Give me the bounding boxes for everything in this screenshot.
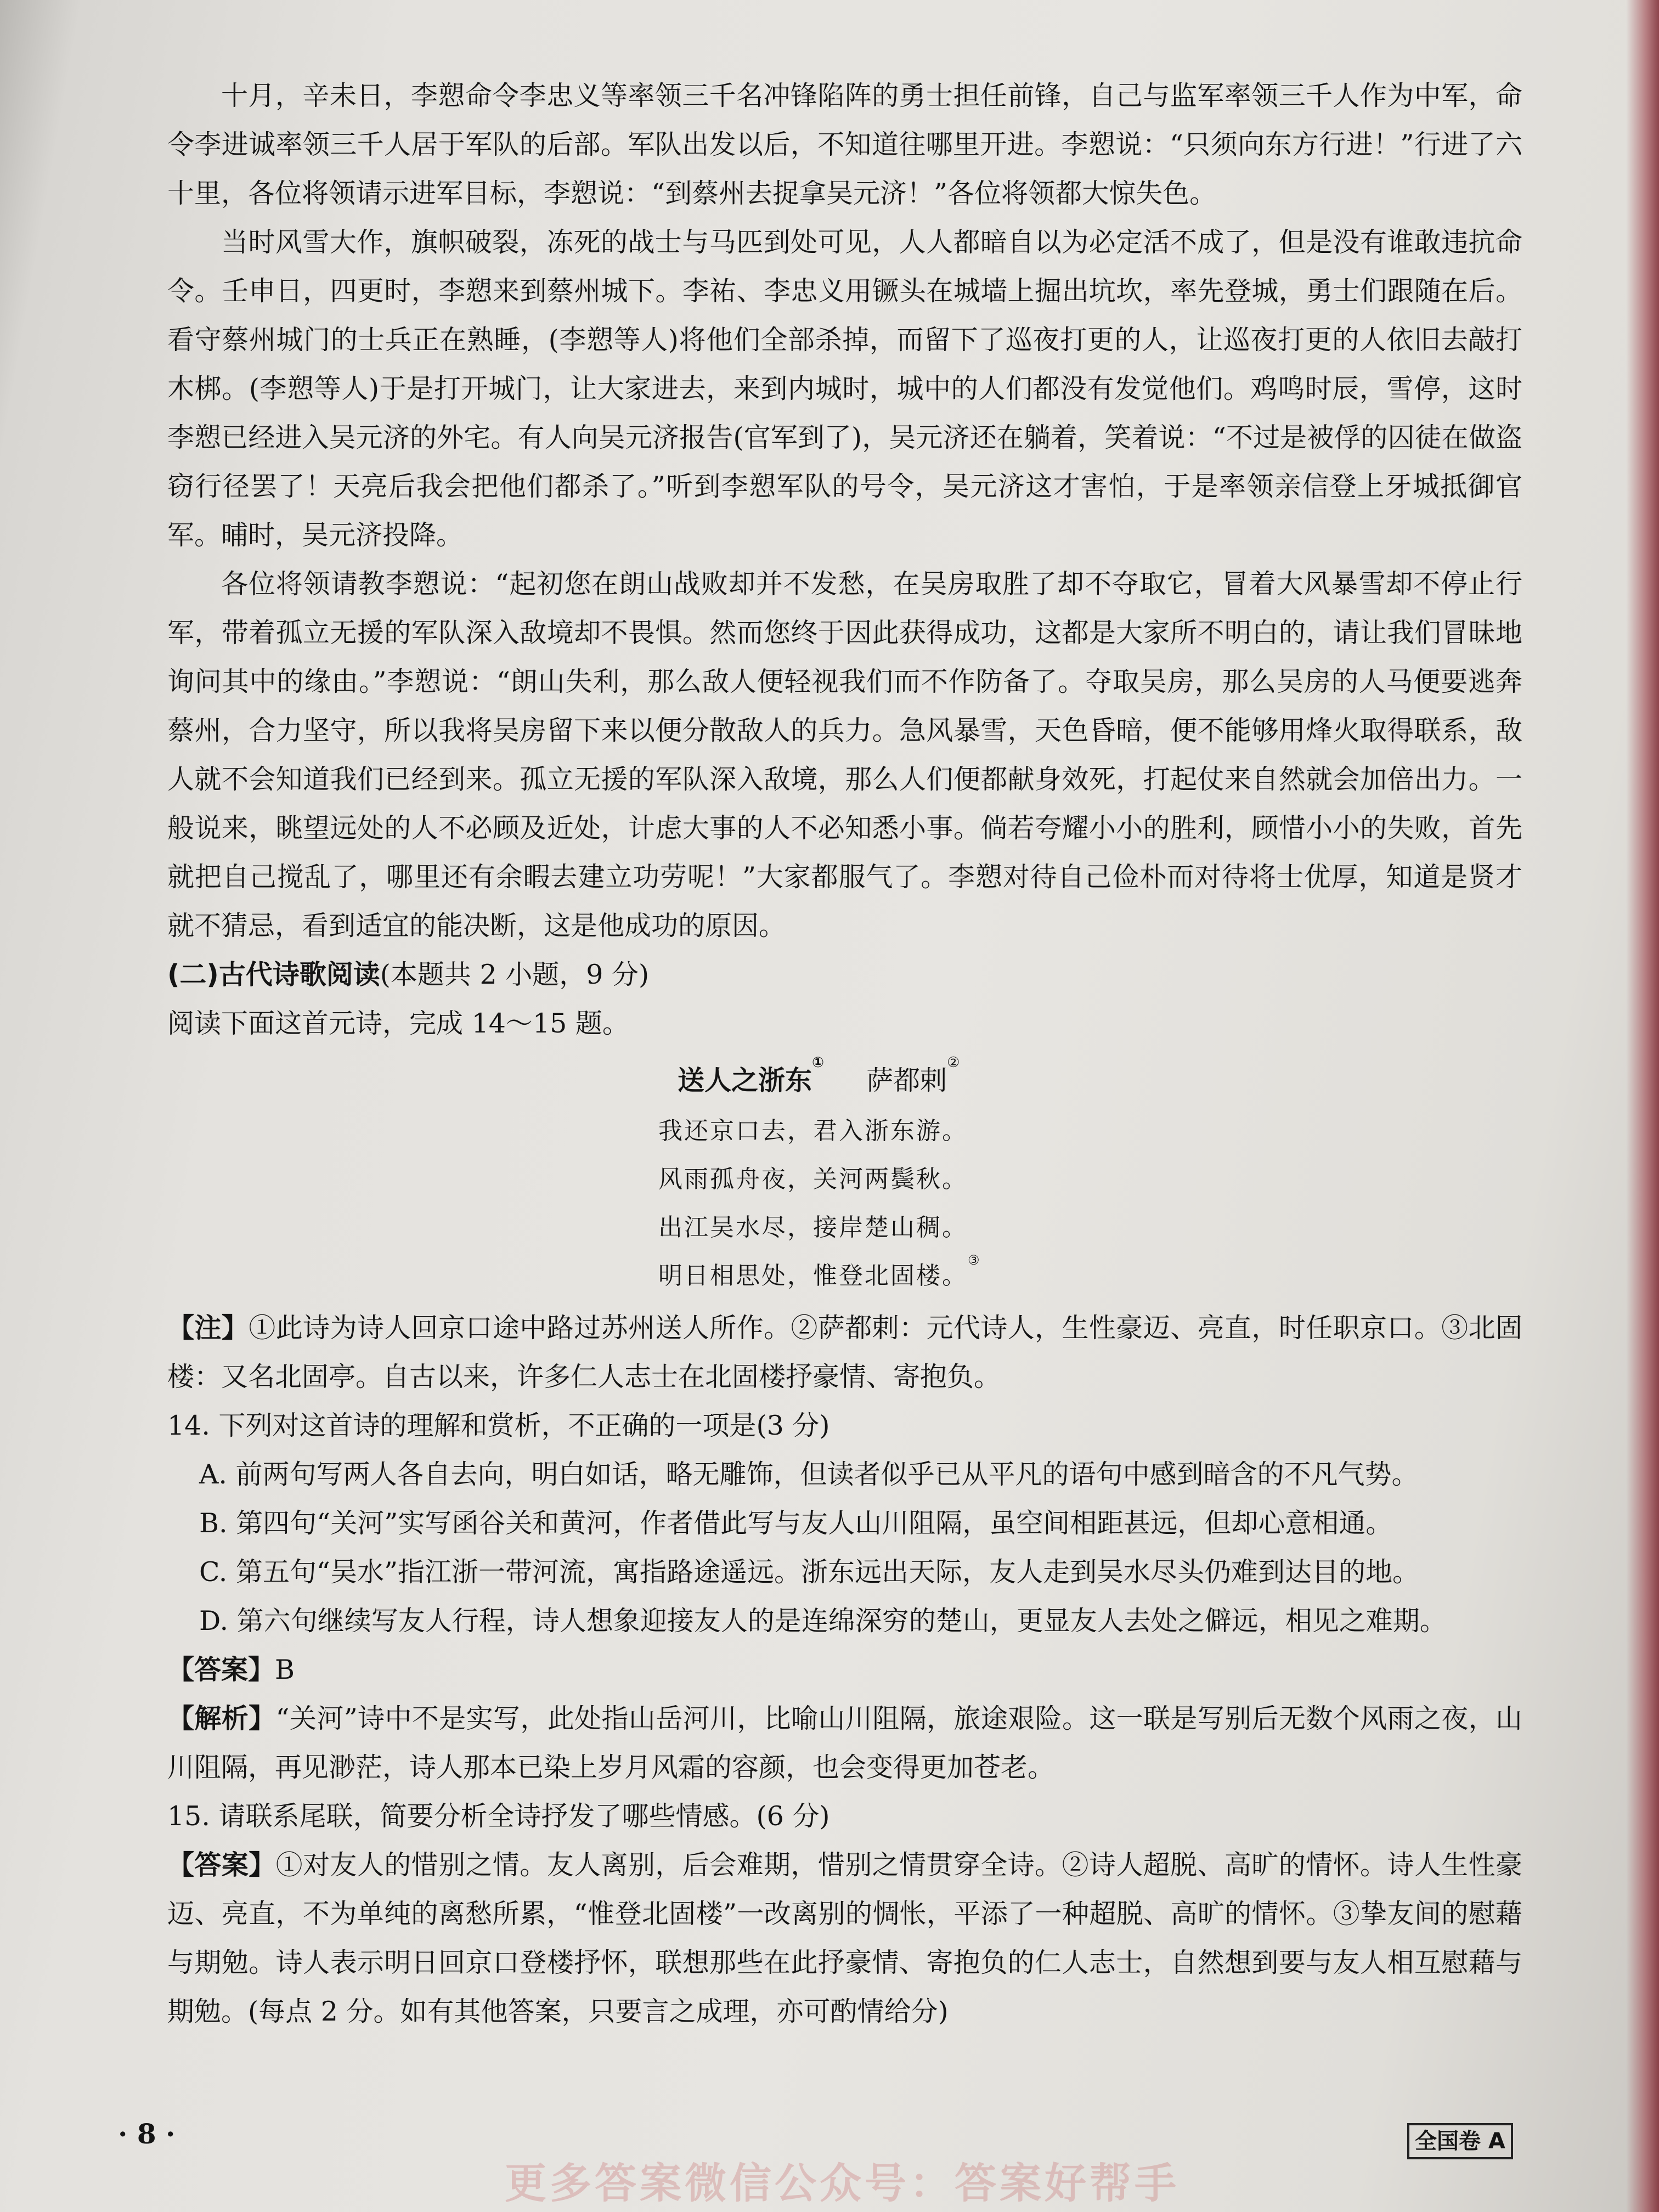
page-content [167, 71, 1522, 2036]
q14-analysis [167, 1694, 1522, 1792]
section-instruction: 阅读下面这首元诗，完成 14～15 题。 [167, 1008, 629, 1039]
q15-answer-text: ①对友人的惜别之情。友人离别，后会难期，惜别之情贯穿全诗。②诗人超脱、高旷的情怀。诗人生性豪迈、亮直，不为单纯的离愁所累，“惟登北固楼”一改离别的惆怅，平添了一种超脱、高旷的情怀。③挚友间的慰藉与期勉。诗人表示明日回京口登楼抒怀，联想那些在此抒豪情、寄抱负的仁人志士，自然想到要与友人相互慰藉与期勉。(每点 2 分。如有其他答案，只要言之成理，亦可酌情给分) [167, 1849, 1522, 2027]
poem-line-1: 我还京口去，君入浙东游。 [658, 1117, 968, 1145]
q14-answer-tag: 【答案】 [167, 1654, 275, 1685]
page-number: · 8 · [118, 2118, 176, 2150]
poem-author-wrap [866, 1054, 960, 1096]
passage-paragraph-1: 十月，辛未日，李愬命令李忠义等率领三千名冲锋陷阵的勇士担任前锋，自己与监军率领三千人作为中军，命令李进诚率领三千人居于军队的后部。军队出发以后，不知道往哪里开进。李愬说：“只须向东方行进！”行进了六十里，各位将领请示进军目标，李愬说：“到蔡州去捉拿吴元济！”各位将领都大惊失色。 [167, 80, 1522, 209]
notes [167, 1304, 1522, 1401]
watermark: 更多答案微信公众号：答案好帮手 [505, 2159, 1180, 2208]
edition-badge: 全国卷 A [1407, 2123, 1513, 2159]
q14-option-a: A. 前两句写两人各自去向，明白如话，略无雕饰，但读者似乎已从平凡的语句中感到暗含的不凡气势。 [199, 1459, 1419, 1490]
poem [167, 1054, 1522, 1300]
notes-text: ①此诗为诗人回京口途中路过苏州送人所作。②萨都剌：元代诗人，生性豪迈、亮直，时任职京口。③北固楼：又名北固亭。自古以来，许多仁人志士在北固楼抒豪情、寄抱负。 [167, 1312, 1522, 1392]
q14-answer-value: B [275, 1654, 295, 1685]
poem-line-2: 风雨孤舟夜，关河两鬓秋。 [658, 1165, 968, 1193]
q14-answer [167, 1645, 1522, 1694]
poem-line-4-wrap [658, 1252, 1522, 1300]
poem-title-line [678, 1054, 1522, 1107]
passage-paragraph-3: 各位将领请教李愬说：“起初您在朗山战败却并不发愁，在吴房取胜了却不夺取它，冒着大风暴雪却不停止行军，带着孤立无援的军队深入敌境却不畏惧。然而您终于因此获得成功，这都是大家所不明白的，请让我们冒昧地询问其中的缘由。”李愬说：“朗山失利，那么敌人便轻视我们而不作防备了。夺取吴房，那么吴房的人马便要逃奔蔡州，合力坚守，所以我将吴房留下来以便分散敌人的兵力。急风暴雪，天色昏暗，便不能够用烽火取得联系，敌人就不会知道我们已经到来。孤立无援的军队深入敌境，那么人们便都献身效死，打起仗来自然就会加倍出力。一般说来，眺望远处的人不必顾及近处，计虑大事的人不必知悉小事。倘若夸耀小小的胜利，顾惜小小的失败，首先就把自己搅乱了，哪里还有余暇去建立功劳呢！”大家都服气了。李愬对待自己俭朴而对待将士优厚，知道是贤才就不猜忌，看到适宜的能决断，这是他成功的原因。 [167, 568, 1522, 941]
section-heading-line [167, 950, 1522, 999]
q15-stem: 15. 请联系尾联，简要分析全诗抒发了哪些情感。(6 分) [167, 1801, 830, 1832]
poem-author-mark: ② [947, 1054, 960, 1071]
q14-option-b: B. 第四句“关河”实写函谷关和黄河，作者借此写与友人山川阻隔，虽空间相距甚远，但却心意相通。 [199, 1508, 1393, 1539]
poem-line-4: 明日相思处，惟登北固楼。 [658, 1262, 968, 1290]
section-note: (本题共 2 小题，9 分) [380, 959, 650, 990]
poem-last-mark: ③ [968, 1252, 981, 1268]
q14-analysis-text: “关河”诗中不是实写，此处指山岳河川，比喻山川阻隔，旅途艰险。这一联是写别后无数个风雨之夜，山川阻隔，再见渺茫，诗人那本已染上岁月风霜的容颜，也会变得更加苍老。 [167, 1703, 1522, 1783]
poem-title: 送人之浙东 [678, 1065, 812, 1096]
q14-option-d: D. 第六句继续写友人行程，诗人想象迎接友人的是连绵深穷的楚山，更显友人去处之僻远，相见之难期。 [199, 1605, 1447, 1637]
q14-stem: 14. 下列对这首诗的理解和赏析，不正确的一项是(3 分) [167, 1410, 830, 1441]
poem-line-3: 出江吴水尽，接岸楚山稠。 [658, 1214, 968, 1242]
q14-analysis-tag: 【解析】 [167, 1703, 276, 1734]
section-heading: (二)古代诗歌阅读 [167, 959, 380, 990]
notes-tag: 【注】 [167, 1312, 249, 1344]
q14-option-c: C. 第五句“吴水”指江浙一带河流，寓指路途遥远。浙东远出天际，友人走到吴水尽头仍难到达目的地。 [199, 1556, 1419, 1588]
page-edge-shadow [1626, 0, 1659, 2212]
poem-title-mark: ① [812, 1054, 825, 1071]
passage-paragraph-2: 当时风雪大作，旗帜破裂，冻死的战士与马匹到处可见，人人都暗自以为必定活不成了，但是没有谁敢违抗命令。壬申日，四更时，李愬来到蔡州城下。李祐、李忠义用镢头在城墙上掘出坑坎，率先登城，勇士们跟随在后。看守蔡州城门的士兵正在熟睡，(李愬等人)将他们全部杀掉，而留下了巡夜打更的人，让巡夜打更的人依旧去敲打木梆。(李愬等人)于是打开城门，让大家进去，来到内城时，城中的人们都没有发觉他们。鸡鸣时辰，雪停，这时李愬已经进入吴元济的外宅。有人向吴元济报告(官军到了)，吴元济还在躺着，笑着说：“不过是被俘的囚徒在做盗窃行径罢了！天亮后我会把他们都杀了。”听到李愬军队的号令，吴元济这才害怕，于是率领亲信登上牙城抵御官军。晡时，吴元济投降。 [167, 227, 1522, 551]
q15-answer [167, 1841, 1522, 2036]
q15-answer-tag: 【答案】 [167, 1849, 276, 1881]
poem-author: 萨都剌 [866, 1065, 947, 1096]
